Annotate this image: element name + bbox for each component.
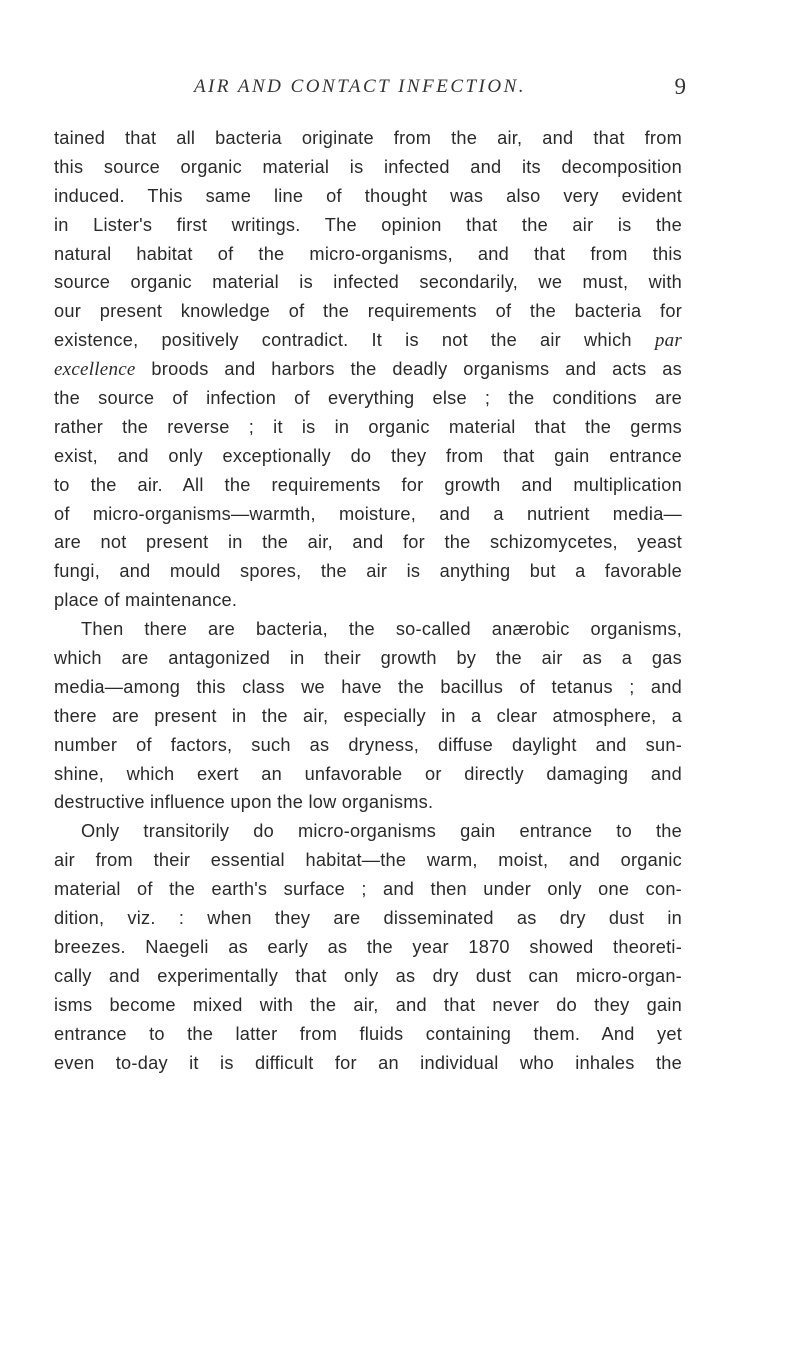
text-line: which are antagonized in their growth by the air as a gas [54,648,682,669]
text-line: tained that all bacteria originate from the air, and that from [54,128,682,148]
text-line: source organic material is infected secondarily, we must, with [54,272,682,293]
running-title: AIR AND CONTACT INFECTION. [193,76,527,97]
text-line: material of the earth's surface ; and then under only one con- [54,879,682,900]
page-number: 9 [674,74,686,99]
text-line: induced. This same line of thought was also very evident [54,185,682,206]
text-line: even to-day it is difficult for an individual who inhales the [54,1052,682,1073]
text-segment: existence, positively contradict. It is not the air which [54,330,632,351]
text-line: are not present in the air, and for the schizomycetes, yeast [54,532,682,553]
text-line: isms become mixed with the air, and that never do they gain [54,994,682,1015]
text-line: air from their essential habitat—the warm, moist, and organic [54,850,682,871]
text-line: breezes. Naegeli as early as the year 1870 showed theoreti- [54,936,682,957]
text-line: to the air. All the requirements for growth and multiplication [54,474,682,495]
running-head [40,74,686,106]
text-line [54,355,682,384]
text-line: exist, and only exceptionally do they from that gain entrance [54,445,682,466]
text-line: this source organic material is infected and its decomposition [54,156,682,177]
text-line: destructive influence upon the low organisms. [54,792,434,813]
text-line: number of factors, such as dryness, diffuse daylight and sun- [54,734,682,755]
text-line: of micro-organisms—warmth, moisture, and a nutrient media— [54,503,682,524]
text-line: entrance to the latter from fluids containing them. And yet [54,1023,682,1044]
text-line: there are present in the air, especially in a clear atmosphere, a [54,705,682,726]
text-line: fungi, and mould spores, the air is anything but a favorable [54,561,682,582]
text-line: our present knowledge of the requirements of the bacteria for [54,301,682,322]
text-line: dition, viz. : when they are disseminated as dry dust in [54,908,682,929]
text-line: cally and experimentally that only as dry dust can micro-organ- [54,965,682,986]
text-line: media—among this class we have the bacillus of tetanus ; and [54,676,682,697]
text-line: rather the reverse ; it is in organic material that the germs [54,416,682,437]
text-line: in Lister's first writings. The opinion that the air is the [54,214,682,235]
text-line: Then there are bacteria, the so-called anærobic organisms, [81,619,682,640]
italic-phrase: par [654,330,682,352]
text-segment: broods and harbors the deadly organisms and acts as [151,359,682,380]
text-line: shine, which exert an unfavorable or directly damaging and [54,763,682,784]
text-line: Only transitorily do micro-organisms gain entrance to the [81,821,682,842]
text-line [54,326,682,355]
text-line: the source of infection of everything else ; the conditions are [54,388,682,409]
text-line: natural habitat of the micro-organisms, and that from this [54,243,682,264]
body-text [54,124,682,1077]
italic-phrase: excellence [54,359,136,381]
text-line: place of maintenance. [54,590,238,611]
